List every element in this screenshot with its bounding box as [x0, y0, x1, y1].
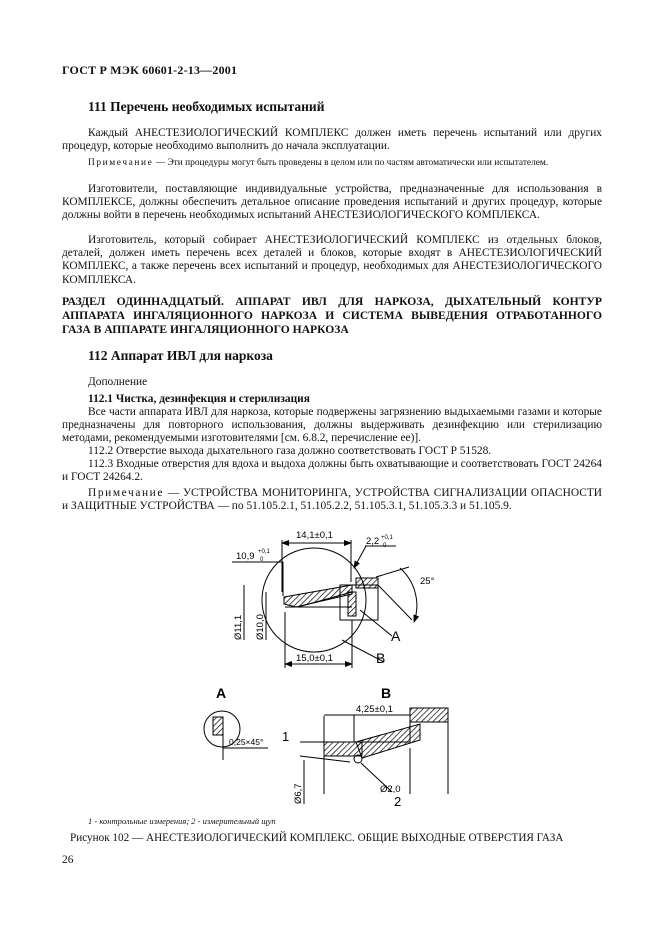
callout-1-leader-b [300, 756, 350, 762]
dim-22-tol: +0,1 [381, 535, 393, 541]
dim-22-text: 2,2 [366, 536, 380, 547]
note-label: Примечание [88, 158, 154, 168]
note-text: — УСТРОЙСТВА МОНИТОРИНГА, УСТРОЙСТВА СИГНАЛИЗАЦИИ ОПАСНОСТИ и ЗАЩИТНЫЕ УСТРОЙСТВА — по 51.105.2.1, 51.105.2.2, 51.105.3.1, 51.105.3.3 и 51.105.9. [62, 487, 602, 513]
dim-109-text: 10,9 [236, 551, 255, 562]
dim-100-text: Ø10,0 [255, 614, 266, 640]
detail-B-wall-right [410, 708, 448, 722]
leader-22 [354, 546, 366, 568]
angle-25-text: 25° [420, 576, 435, 587]
detail-A-title: A [216, 685, 227, 701]
subsection-112-1-title: 112.1 Чистка, дезинфекция и стерилизация [88, 393, 310, 405]
dim-141-text: 14,1±0,1 [296, 530, 333, 541]
callout-2: 2 [394, 794, 402, 809]
paragraph-112-2: 112.2 Отверстие выхода дыхательного газа должно соответствовать ГОСТ Р 51528. [88, 445, 492, 457]
document-header: ГОСТ Р МЭК 60601-2-13—2001 [62, 63, 238, 77]
leader-A [360, 610, 392, 636]
detail-A-wall [213, 717, 223, 735]
label-A-main: A [391, 628, 401, 644]
note-label: Примечание [88, 487, 165, 499]
section-112-title: 112 Аппарат ИВЛ для наркоза [88, 348, 273, 363]
socket-wall [348, 592, 356, 616]
paragraph-112-1: Все части аппарата ИВЛ для наркоза, которые подвержены загрязнению выдыхаемыми газами и которые предназначены для повторного использования, должны выдерживать дезинфекцию или стерилизацию методами, рекомендуемыми изготовителями [см. 6.8.2, перечисление ее)]. [62, 406, 602, 445]
note-text: — Эти процедуры могут быть проведены в целом или по частям автоматически или испытателем. [153, 158, 549, 168]
paragraph-112-3: 112.3 Входные отверстия для вдоха и выдоха должны быть охватывающие и соответствовать ГОСТ 24264 и ГОСТ 24264.2. [62, 458, 602, 484]
dim-20-text: Ø2,0 [380, 784, 401, 795]
dim-425-text: 4,25±0,1 [356, 704, 393, 715]
figure-caption: Рисунок 102 — АНЕСТЕЗИОЛОГИЧЕСКИЙ КОМПЛЕКС. ОБЩИЕ ВЫХОДНЫЕ ОТВЕРСТИЯ ГАЗА [70, 832, 564, 844]
detail-A [204, 711, 268, 760]
socket-top-wall [356, 578, 378, 588]
dim-67-text: Ø6,7 [293, 783, 304, 804]
paragraph-111-2: Изготовители, поставляющие индивидуальные устройства, предназначенные для использования в КОМПЛЕКСЕ, должны обеспечить детальное описание проведения испытаний и других процедур, которые должны войти в перечень необходимых испытаний АНЕСТЕЗИОЛОГИЧЕСКОГО КОМПЛЕКСА. [62, 183, 602, 222]
label-B-main: B [376, 650, 386, 666]
page-number: 26 [62, 854, 74, 866]
figure-legend: 1 - контрольные измерения; 2 - измерительный щуп [88, 816, 276, 826]
dim-109-zero: 0 [260, 557, 264, 563]
addition-label: Дополнение [88, 376, 148, 388]
angle-line-2 [378, 585, 412, 620]
cone-wall [284, 585, 352, 607]
dim-150-text: 15,0±0,1 [296, 653, 333, 664]
section-11-heading: РАЗДЕЛ ОДИННАДЦАТЫЙ. АППАРАТ ИВЛ ДЛЯ НАРКОЗА, ДЫХАТЕЛЬНЫЙ КОНТУР АППАРАТА ИНГАЛЯЦИОННОГО НАРКОЗА И СИСТЕМА ВЫВЕДЕНИЯ ОТРАБОТАННОГО ГАЗА В АППАРАТЕ ИНГАЛЯЦИОННОГО НАРКОЗА [62, 295, 602, 336]
chamfer-text: 0,25×45° [229, 737, 264, 747]
paragraph-111-3: Изготовитель, который собирает АНЕСТЕЗИОЛОГИЧЕСКИЙ КОМПЛЕКС из отдельных блоков, деталей, должен иметь перечень всех деталей и блоков, которые входят в АНЕСТЕЗИОЛОГИЧЕСКИЙ КОМПЛЕКС, а также перечень всех испытаний и процедур, необходимых для АНЕСТЕЗИОЛОГИЧЕСКОГО КОМПЛЕКСА. [62, 234, 602, 286]
detail-B-title: B [381, 685, 392, 701]
detail-B [300, 708, 448, 804]
callout-1: 1 [282, 729, 290, 744]
dim-22-zero: 0 [383, 543, 387, 549]
dim-111-text: Ø11,1 [233, 614, 244, 640]
paragraph-111-1: Каждый АНЕСТЕЗИОЛОГИЧЕСКИЙ КОМПЛЕКС должен иметь перечень испытаний или других процедур, которые необходимо выполнить до начала эксплуатации. [62, 127, 602, 153]
dim-109-tol: +0,1 [258, 549, 270, 555]
section-111-title: 111 Перечень необходимых испытаний [88, 99, 325, 114]
angle-arc [400, 568, 417, 622]
